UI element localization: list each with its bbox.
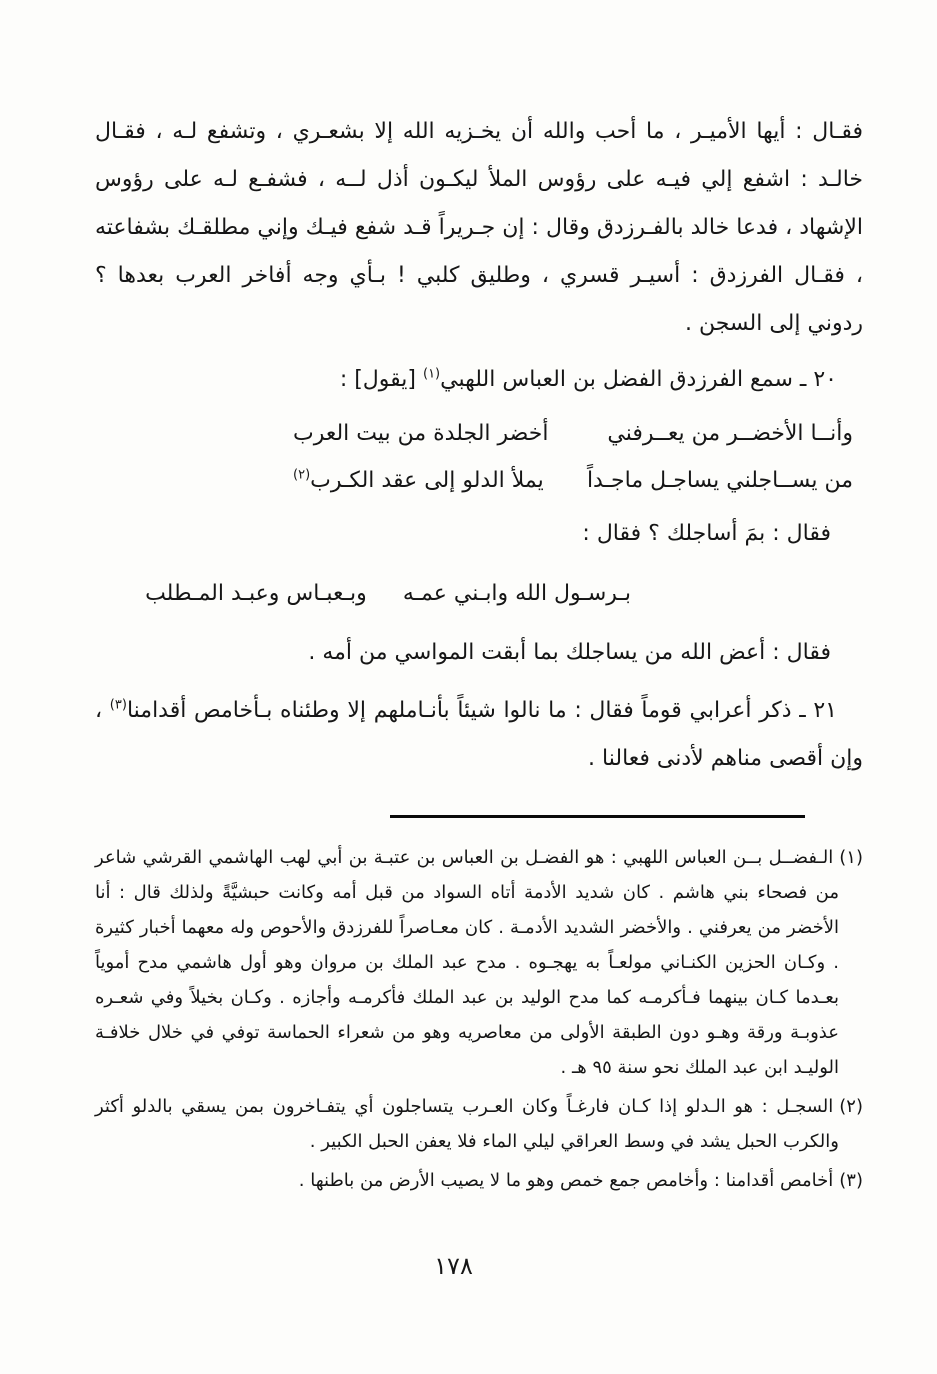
hemistich-left-text: يملأ الدلو إلى عقد الكـرب (310, 468, 544, 493)
verse-1 (293, 410, 853, 457)
footnote-1-marker: (١) (839, 847, 863, 868)
item-20-reply: فقال : أعض الله من يساجلك بما أبقت المواسي من أمه . (308, 640, 831, 665)
poem-1 (293, 410, 853, 504)
verse-1 (145, 570, 631, 617)
hemistich-right: من يســاجلني يساجـل ماجـداً (586, 468, 853, 493)
footnote-2 (95, 1089, 863, 1159)
footnotes-block (95, 840, 863, 1198)
hemistich-right: وأنــا الأخضــر من يعــرفني (607, 421, 853, 446)
footnote-ref-2: (٢) (293, 467, 311, 483)
item-20-question: فقال : بمَ أساجلك ؟ فقال : (582, 521, 831, 546)
item-21-text-after: ، وإن أقصى مناهم لأدنى فعالنا . (95, 698, 863, 771)
opening-paragraph: فقـال : أيها الأميـر ، ما أحب والله أن يخـزيه الله إلا بشعـري ، وتشفع لـه ، فقـال خالـد : اشفع إلي فيـه على رؤوس الملأ ليكـون أذل لــه ، فشفـع لـه على رؤوس الإشهاد ، فدعا خالد بالفـرزدق وقال : إن جـريراً قـد شفع فيـك وإني مطلقـك بشفاعته ، فقـال الفرزدق : أسيـر قسري ، وطليق كلبي ! بـأي وجه أفاخر العرب بعدها ؟ ردوني إلى السجن . (95, 119, 863, 336)
footnote-3-text: أخامص أقدامنا : وأخامص جمع خمص وهو ما لا يصيب الأرض من باطنها . (298, 1170, 834, 1191)
poem-2 (145, 570, 631, 617)
item-20-heading-text: ٢٠ ـ سمع الفرزدق الفضل بن العباس اللهبي (440, 367, 837, 392)
hemistich-left: وبـعبـاس وعبـد المـطلب (145, 581, 367, 606)
item-20-heading (95, 356, 863, 404)
footnote-3 (95, 1163, 863, 1198)
footnote-1-text: الـفضــل بــن العباس اللهبي : هو الفضـل بن العباس بن عتبـة بن أبي لهب الهاشمي القرشي شاعر من فصحاء بني هاشم . كان شديد الأدمة أتاه السواد من قبل أمه وكانت حبشيَّةً ولذلك قال : أنا الأخضر من يعرفني . والأخضر الشديد الأدمـة . كان معـاصراً للفرزدق والأحوص وله معهما أخبار كثيرة . وكـان الحزين الكنـاني مولعـاً به يهجـوه . مدح عبد الملك بن مروان وهو أول هاشمي مدح أموياً بعـدما كـان بينهما فـأكرمـه كما مدح الوليد بن عبد الملك فأكرمـه وأجازه . وكـان بخيلاً وفي شعـره عذوبـة ورقة وهـو دون الطبقة الأولى من معاصريه وهو من شعراء الحماسة توفي في خلال خلافـة الوليـد ابن عبد الملك نحو سنة ٩٥ هـ . (95, 847, 839, 1078)
text-block (95, 0, 863, 1202)
footnote-2-text: السجـل : هو الـدلو إذا كـان فارغـاً وكان العـرب يتساجلون أي يتفـاخرون بمن يسقي بالدلو أكثر والكرب الحبل يشد في وسط العراقي ليلي الماء فلا يعفن الحبل الكبير . (95, 1096, 839, 1152)
footnote-ref-1: (١) (422, 366, 441, 382)
item-21-text: ٢١ ـ ذكر أعرابي قوماً فقال : ما نالوا شيئاً بأنـاملهم إلا وطئناه بـأخامص أقدامنا (126, 698, 837, 723)
item-21-paragraph (95, 687, 863, 783)
hemistich-right: بـرسـول الله وابـني عمـه (402, 581, 631, 606)
footnote-3-marker: (٣) (839, 1170, 863, 1191)
footnote-separator (390, 815, 805, 818)
hemistich-left: أخضر الجلدة من بيت العرب (293, 421, 549, 446)
hemistich-left (293, 457, 544, 504)
page-number: ١٧٨ (434, 1252, 473, 1280)
footnote-ref-3: (٣) (109, 697, 127, 713)
item-20-heading-suffix: [يقول] : (339, 367, 423, 392)
verse-2 (293, 457, 853, 504)
footnote-1 (95, 840, 863, 1085)
footnote-2-marker: (٢) (839, 1096, 863, 1117)
